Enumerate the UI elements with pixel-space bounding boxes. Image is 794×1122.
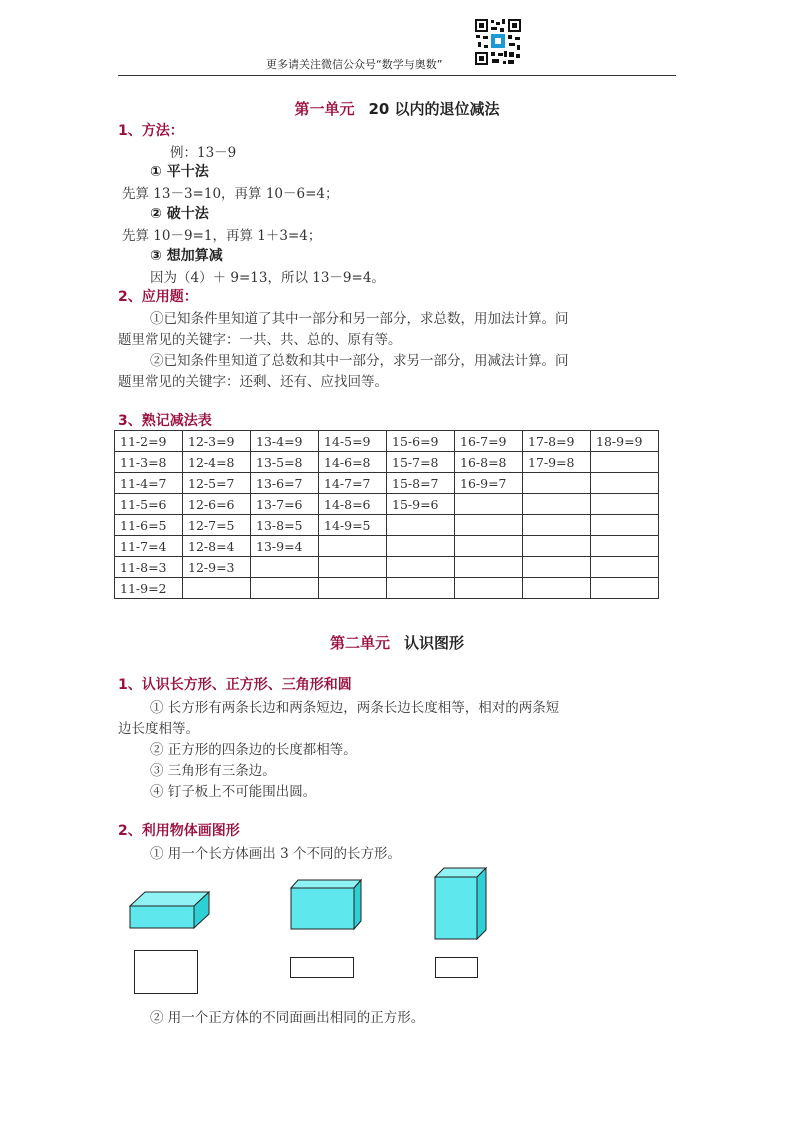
method2-title: ② 破十法 [150,206,209,222]
section-application-heading: 2、应用题： [118,289,198,305]
method3-title: ③ 想加算减 [150,248,223,264]
subtraction-table [114,430,659,599]
table-cell [387,557,455,578]
shape-item3: ③ 三角形有三条边。 [150,763,276,779]
table-cell [387,536,455,557]
unit1-title-number: 第一单元 [294,100,355,118]
traced-rectangle-wide [290,957,354,978]
table-cell: 11-8=3 [115,557,183,578]
example-line: 例：13－9 [170,145,237,161]
table-cell: 14-5=9 [319,431,387,452]
draw-item1: ① 用一个长方体画出 3 个不同的长方形。 [150,846,401,862]
table-cell [455,557,523,578]
section-draw-heading: 2、利用物体画图形 [118,823,240,839]
table-cell: 11-4=7 [115,473,183,494]
shape-item1-line2: 边长度相等。 [118,721,199,737]
application-p1-line1: ①已知条件里知道了其中一部分和另一部分，求总数，用加法计算。问 [150,311,569,327]
table-row [115,578,659,599]
traced-rectangle-small [435,957,478,978]
table-cell [591,578,659,599]
shape-item2: ② 正方形的四条边的长度都相等。 [150,742,357,758]
tall-cuboid-figure [433,866,488,941]
header-rule [118,75,676,76]
table-cell [591,515,659,536]
table-cell [591,452,659,473]
table-cell: 13-4=9 [251,431,319,452]
table-cell [387,515,455,536]
unit2-title [0,632,794,653]
table-cell [455,536,523,557]
table-row [115,515,659,536]
table-cell: 14-8=6 [319,494,387,515]
table-cell [319,536,387,557]
table-cell: 12-4=8 [183,452,251,473]
table-cell [591,557,659,578]
table-cell: 17-9=8 [523,452,591,473]
table-row [115,536,659,557]
table-row [115,494,659,515]
section-shapes-heading: 1、认识长方形、正方形、三角形和圆 [118,677,352,693]
table-cell: 12-6=6 [183,494,251,515]
table-cell: 11-3=8 [115,452,183,473]
table-cell [455,494,523,515]
table-cell: 13-6=7 [251,473,319,494]
table-cell: 17-8=9 [523,431,591,452]
table-cell: 16-8=8 [455,452,523,473]
table-row [115,557,659,578]
table-cell: 14-6=8 [319,452,387,473]
table-cell [591,536,659,557]
table-cell [523,536,591,557]
table-cell [183,578,251,599]
table-cell [251,578,319,599]
table-cell: 11-5=6 [115,494,183,515]
application-p2-line1: ②已知条件里知道了总数和其中一部分，求另一部分，用减法计算。问 [150,353,569,369]
table-cell: 14-7=7 [319,473,387,494]
table-cell: 15-7=8 [387,452,455,473]
table-row [115,452,659,473]
table-cell: 13-8=5 [251,515,319,536]
table-cell [523,557,591,578]
table-cell: 11-6=5 [115,515,183,536]
table-cell: 11-9=2 [115,578,183,599]
table-cell: 12-9=3 [183,557,251,578]
table-cell: 18-9=9 [591,431,659,452]
table-cell: 15-9=6 [387,494,455,515]
application-p2-line2: 题里常见的关键字：还剩、还有、应找回等。 [118,374,388,390]
table-cell: 14-9=5 [319,515,387,536]
table-cell: 13-5=8 [251,452,319,473]
table-cell: 15-8=7 [387,473,455,494]
draw-item2: ② 用一个正方体的不同面画出相同的正方形。 [150,1010,425,1026]
table-cell [591,494,659,515]
unit1-title [0,98,794,119]
table-row [115,431,659,452]
table-cell: 12-5=7 [183,473,251,494]
shape-item1-line1: ① 长方形有两条长边和两条短边，两条长边长度相等，相对的两条短 [150,700,560,716]
flat-cuboid-figure [125,888,215,933]
table-cell [251,557,319,578]
qr-code-icon [474,18,522,66]
table-cell [523,515,591,536]
table-cell [591,473,659,494]
table-cell [319,557,387,578]
table-cell [387,578,455,599]
table-cell: 13-7=6 [251,494,319,515]
table-cell: 12-7=5 [183,515,251,536]
table-cell: 11-7=4 [115,536,183,557]
header-note: 更多请关注微信公众号“数学与奥数” [266,58,443,71]
table-row [115,473,659,494]
table-cell: 16-7=9 [455,431,523,452]
section-method-heading: 1、方法： [118,123,184,139]
table-cell [455,515,523,536]
traced-rectangle-large [134,950,198,994]
unit2-title-number: 第二单元 [329,634,390,652]
table-cell: 12-8=4 [183,536,251,557]
table-cell [523,473,591,494]
application-p1-line2: 题里常见的关键字：一共、共、总的、原有等。 [118,332,402,348]
unit2-title-topic: 认识图形 [404,634,465,652]
shape-item4: ④ 钉子板上不可能围出圆。 [150,784,317,800]
table-cell: 13-9=4 [251,536,319,557]
table-cell: 16-9=7 [455,473,523,494]
table-cell [455,578,523,599]
table-cell: 12-3=9 [183,431,251,452]
standing-cuboid-figure [287,878,365,933]
method2-text: 先算 10－9=1，再算 1＋3=4； [122,228,322,244]
unit1-title-topic: 20 以内的退位减法 [368,100,500,118]
table-cell [523,578,591,599]
method1-title: ① 平十法 [150,164,209,180]
method3-text: 因为（4）＋ 9=13，所以 13－9=4。 [150,270,385,286]
table-cell: 11-2=9 [115,431,183,452]
method1-text: 先算 13－3=10，再算 10－6=4； [122,186,339,202]
table-cell [319,578,387,599]
table-cell [523,494,591,515]
section-table-heading: 3、熟记减法表 [118,413,212,429]
table-cell: 15-6=9 [387,431,455,452]
